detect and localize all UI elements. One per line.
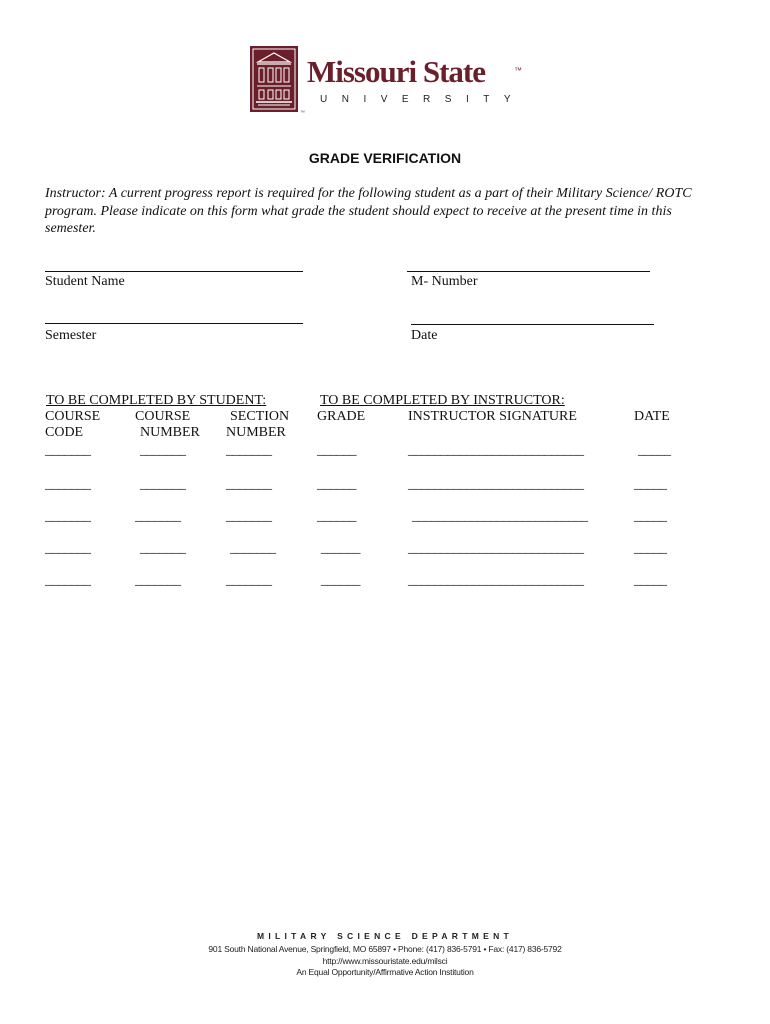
semester-label: Semester xyxy=(45,328,97,343)
section-number-blank[interactable]: _______ xyxy=(226,509,272,524)
course-code-blank[interactable]: _______ xyxy=(45,509,91,524)
grade-blank[interactable]: ______ xyxy=(317,509,356,524)
col-date: DATE xyxy=(634,409,670,424)
student-name-line[interactable] xyxy=(45,271,303,272)
footer-department: MILITARY SCIENCE DEPARTMENT xyxy=(256,931,514,941)
section-number-blank[interactable]: _______ xyxy=(230,541,276,556)
col-course-number xyxy=(135,409,200,441)
date-blank[interactable]: _____ xyxy=(634,509,667,524)
university-logo xyxy=(250,46,530,118)
date-label: Date xyxy=(411,328,438,343)
signature-blank[interactable]: ___________________________ xyxy=(412,509,588,524)
date-blank[interactable]: _____ xyxy=(634,477,667,492)
signature-blank[interactable]: ___________________________ xyxy=(408,477,584,492)
col-grade: GRADE xyxy=(317,409,366,424)
logo-small-mark: ™ xyxy=(300,110,305,116)
col-course-number-line2: NUMBER xyxy=(140,425,200,440)
col-course-code-line1: COURSE xyxy=(45,409,101,424)
date-blank[interactable]: _____ xyxy=(634,541,667,556)
section-number-blank[interactable]: _______ xyxy=(226,477,272,492)
logo-university-text: UNIVERSITY xyxy=(320,94,526,105)
grade-blank[interactable]: ______ xyxy=(321,573,360,588)
section-number-blank[interactable]: _______ xyxy=(226,443,272,458)
university-building-icon xyxy=(250,46,298,112)
col-course-code-line2: CODE xyxy=(45,425,84,440)
logo-wordmark: Missouri State xyxy=(307,54,486,89)
section-number-blank[interactable]: _______ xyxy=(226,573,272,588)
student-name-label: Student Name xyxy=(45,274,125,289)
m-number-label: M- Number xyxy=(411,274,478,289)
date-blank[interactable]: _____ xyxy=(634,573,667,588)
signature-blank[interactable]: ___________________________ xyxy=(408,443,584,458)
footer-address: 901 South National Avenue, Springfield, MO 65897 • Phone: (417) 836-5791 • Fax: (417) 836-5792 xyxy=(208,944,562,954)
grade-blank[interactable]: ______ xyxy=(317,443,356,458)
course-number-blank[interactable]: _______ xyxy=(140,443,186,458)
page-title: GRADE VERIFICATION xyxy=(308,150,462,166)
col-section-number-line2: NUMBER xyxy=(226,425,286,440)
student-section-heading: TO BE COMPLETED BY STUDENT: xyxy=(46,393,267,408)
col-section-number xyxy=(226,409,289,441)
col-instructor-signature: INSTRUCTOR SIGNATURE xyxy=(408,409,577,424)
course-number-blank[interactable]: _______ xyxy=(140,541,186,556)
course-number-blank[interactable]: _______ xyxy=(135,509,181,524)
grade-blank[interactable]: ______ xyxy=(317,477,356,492)
course-number-blank[interactable]: _______ xyxy=(140,477,186,492)
col-course-code xyxy=(45,409,100,441)
col-section-number-line1: SECTION xyxy=(230,409,290,424)
instructor-section-heading: TO BE COMPLETED BY INSTRUCTOR: xyxy=(320,393,565,408)
course-number-blank[interactable]: _______ xyxy=(135,573,181,588)
logo-trademark: ™ xyxy=(514,66,522,75)
footer-eeo-statement: An Equal Opportunity/Affirmative Action Institution xyxy=(296,967,474,977)
course-code-blank[interactable]: _______ xyxy=(45,443,91,458)
course-code-blank[interactable]: _______ xyxy=(45,477,91,492)
semester-line[interactable] xyxy=(45,323,303,324)
footer-website: http://www.missouristate.edu/milsci xyxy=(322,956,448,966)
grade-blank[interactable]: ______ xyxy=(321,541,360,556)
course-code-blank[interactable]: _______ xyxy=(45,573,91,588)
signature-blank[interactable]: ___________________________ xyxy=(408,573,584,588)
instructions-text: Instructor: A current progress report is required for the following student as a part of their Military Science/ ROTC program. Please indicate on this form what grade the student should expect to receive at the present time in this semester. xyxy=(45,186,692,236)
m-number-line[interactable] xyxy=(407,271,650,272)
col-course-number-line1: COURSE xyxy=(135,409,191,424)
course-code-blank[interactable]: _______ xyxy=(45,541,91,556)
date-blank[interactable]: _____ xyxy=(638,443,671,458)
signature-blank[interactable]: ___________________________ xyxy=(408,541,584,556)
date-line[interactable] xyxy=(411,324,654,325)
